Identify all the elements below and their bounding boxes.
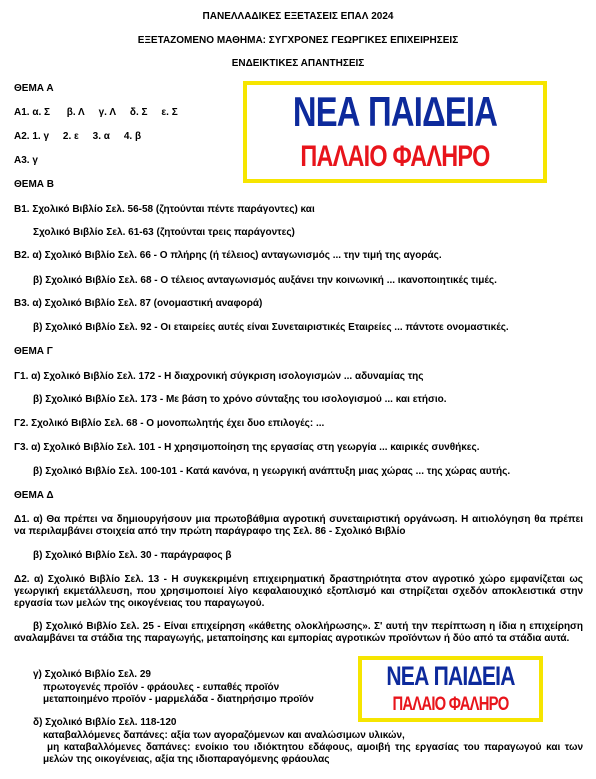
answer-d2-d-title: δ) Σχολικό Βιβλίο Σελ. 118-120 (33, 717, 177, 728)
logo-line2: ΠΑΛΑΙΟ ΦΑΛΗΡΟ (300, 140, 490, 173)
answer-d2-a: Δ2. α) Σχολικό Βιβλίο Σελ. 13 - Η συγκεκριμένη επιχειρηματική δραστηριότητα στον αγροτικό χώρο εμφανίζεται ως γεωργική εκμετάλλευση, που χρησιμοποιεί λίγο κεφαλαιουχικό εξοπλισμό και στηρίζεται σχεδόν αποκλειστικά στην εργασία των μελών της οικογένειας του παραγωγού. (14, 574, 583, 609)
answer-b2-b: β) Σχολικό Βιβλίο Σελ. 68 - Ο τέλειος ανταγωνισμός αυξάνει την κοινωνική ... ικανοποιητικές τιμές. (33, 275, 497, 286)
answer-b3-b: β) Σχολικό Βιβλίο Σελ. 92 - Οι εταιρείες αυτές είναι Συνεταιριστικές Εταιρείες ... πάντοτε ονομαστικές. (33, 322, 509, 333)
answer-a3: Α3. γ (14, 155, 38, 166)
logo-bottom-line1: ΝΕΑ ΠΑΙΔΕΙΑ (386, 661, 515, 691)
answer-d2-d-line2: μη καταβαλλόμενες δαπάνες: ενοίκιο του ιδιόκτητου εδάφους, αμοιβή της εργασίας του παραγωγού και των μελών της οικογένειας, αξία της ιδιοπαραγόμενης φράουλας (43, 742, 583, 765)
theme-a-title: ΘΕΜΑ Α (14, 83, 54, 94)
answer-d2-b: β) Σχολικό Βιβλίο Σελ. 25 - Είναι επιχείρηση «κάθετης ολοκλήρωσης». Σ' αυτή την περίπτωση η ίδια η επιχείρηση αναλαμβάνει τα στάδια της παραγωγής, μεταποίησης και εμπορίας αγροτικών προϊόντων ή δύο από τα στάδια αυτά. (14, 621, 583, 644)
answer-c3-b: β) Σχολικό Βιβλίο Σελ. 100-101 - Κατά κανόνα, η γεωργική ανάπτυξη μιας χώρας ... της χώρας αυτής. (33, 466, 511, 477)
answer-b3-a: Β3. α) Σχολικό Βιβλίο Σελ. 87 (ονομαστική αναφορά) (14, 298, 263, 309)
theme-c-title: ΘΕΜΑ Γ (14, 346, 53, 357)
answer-b1-line2: Σχολικό Βιβλίο Σελ. 61-63 (ζητούνται τρεις παράγοντες) (33, 227, 295, 238)
theme-d-title: ΘΕΜΑ Δ (14, 490, 54, 501)
answer-a1: Α1. α. Σ β. Λ γ. Λ δ. Σ ε. Σ (14, 107, 178, 118)
theme-b-title: ΘΕΜΑ Β (14, 179, 54, 190)
logo-top (243, 81, 547, 183)
answer-d2-c-title: γ) Σχολικό Βιβλίο Σελ. 29 (33, 669, 151, 680)
answer-a2: Α2. 1. γ 2. ε 3. α 4. β (14, 131, 142, 142)
doc-subject: ΕΞΕΤΑΖΟΜΕΝΟ ΜΑΘΗΜΑ: ΣΥΓΧΡΟΝΕΣ ΓΕΩΡΓΙΚΕΣ ΕΠΙΧΕΙΡΗΣΕΙΣ (137, 35, 459, 46)
answer-b1-line1: Β1. Σχολικό Βιβλίο Σελ. 56-58 (ζητούνται πέντε παράγοντες) και (14, 204, 315, 215)
doc-title: ΠΑΝΕΛΛΑΔΙΚΕΣ ΕΞΕΤΑΣΕΙΣ ΕΠΑΛ 2024 (202, 11, 394, 22)
answer-d1-a: Δ1. α) Θα πρέπει να δημιουργήσουν μια πρωτοβάθμια αγροτική συνεταιριστική οργάνωση. Η αιτιολόγηση θα πρέπει να περιλαμβάνει στοιχεία από την πρώτη παράγραφο της Σελ. 86 - Σχολικό Βιβλίο (14, 514, 583, 537)
answer-c1-a: Γ1. α) Σχολικό Βιβλίο Σελ. 172 - Η διαχρονική σύγκριση ισολογισμών ... αδυναμίας της (14, 371, 424, 382)
answer-c3-a: Γ3. α) Σχολικό Βιβλίο Σελ. 101 - Η χρησιμοποίηση της εργασίας στη γεωργία ... καιρικές συνθήκες. (14, 442, 480, 453)
answer-d1-b: β) Σχολικό Βιβλίο Σελ. 30 - παράγραφος β (33, 550, 232, 561)
answer-d2-c-line2: μεταποιημένο προϊόν - μαρμελάδα - διατηρήσιμο προϊόν (43, 694, 314, 705)
answer-d2-d-line1: καταβαλλόμενες δαπάνες: αξία των αγοραζόμενων και αναλώσιμων υλικών, (43, 730, 405, 741)
answer-c1-b: β) Σχολικό Βιβλίο Σελ. 173 - Με βάση το χρόνο σύνταξης του ισολογισμού ... και ετήσιο. (33, 394, 447, 405)
answer-d2-c-line1: πρωτογενές προϊόν - φράουλες - ευπαθές προϊόν (43, 682, 280, 693)
logo-bottom (358, 656, 543, 722)
answer-c2: Γ2. Σχολικό Βιβλίο Σελ. 68 - Ο μονοπωλητής έχει δυο επιλογές: ... (14, 418, 325, 429)
logo-line1: ΝΕΑ ΠΑΙΔΕΙΑ (292, 88, 498, 135)
doc-subtitle: ΕΝΔΕΙΚΤΙΚΕΣ ΑΠΑΝΤΗΣΕΙΣ (231, 58, 365, 69)
answer-b2-a: Β2. α) Σχολικό Βιβλίο Σελ. 66 - Ο πλήρης (ή τέλειος) ανταγωνισμός ... την τιμή της αγοράς. (14, 250, 442, 261)
logo-bottom-line2: ΠΑΛΑΙΟ ΦΑΛΗΡΟ (392, 694, 509, 715)
